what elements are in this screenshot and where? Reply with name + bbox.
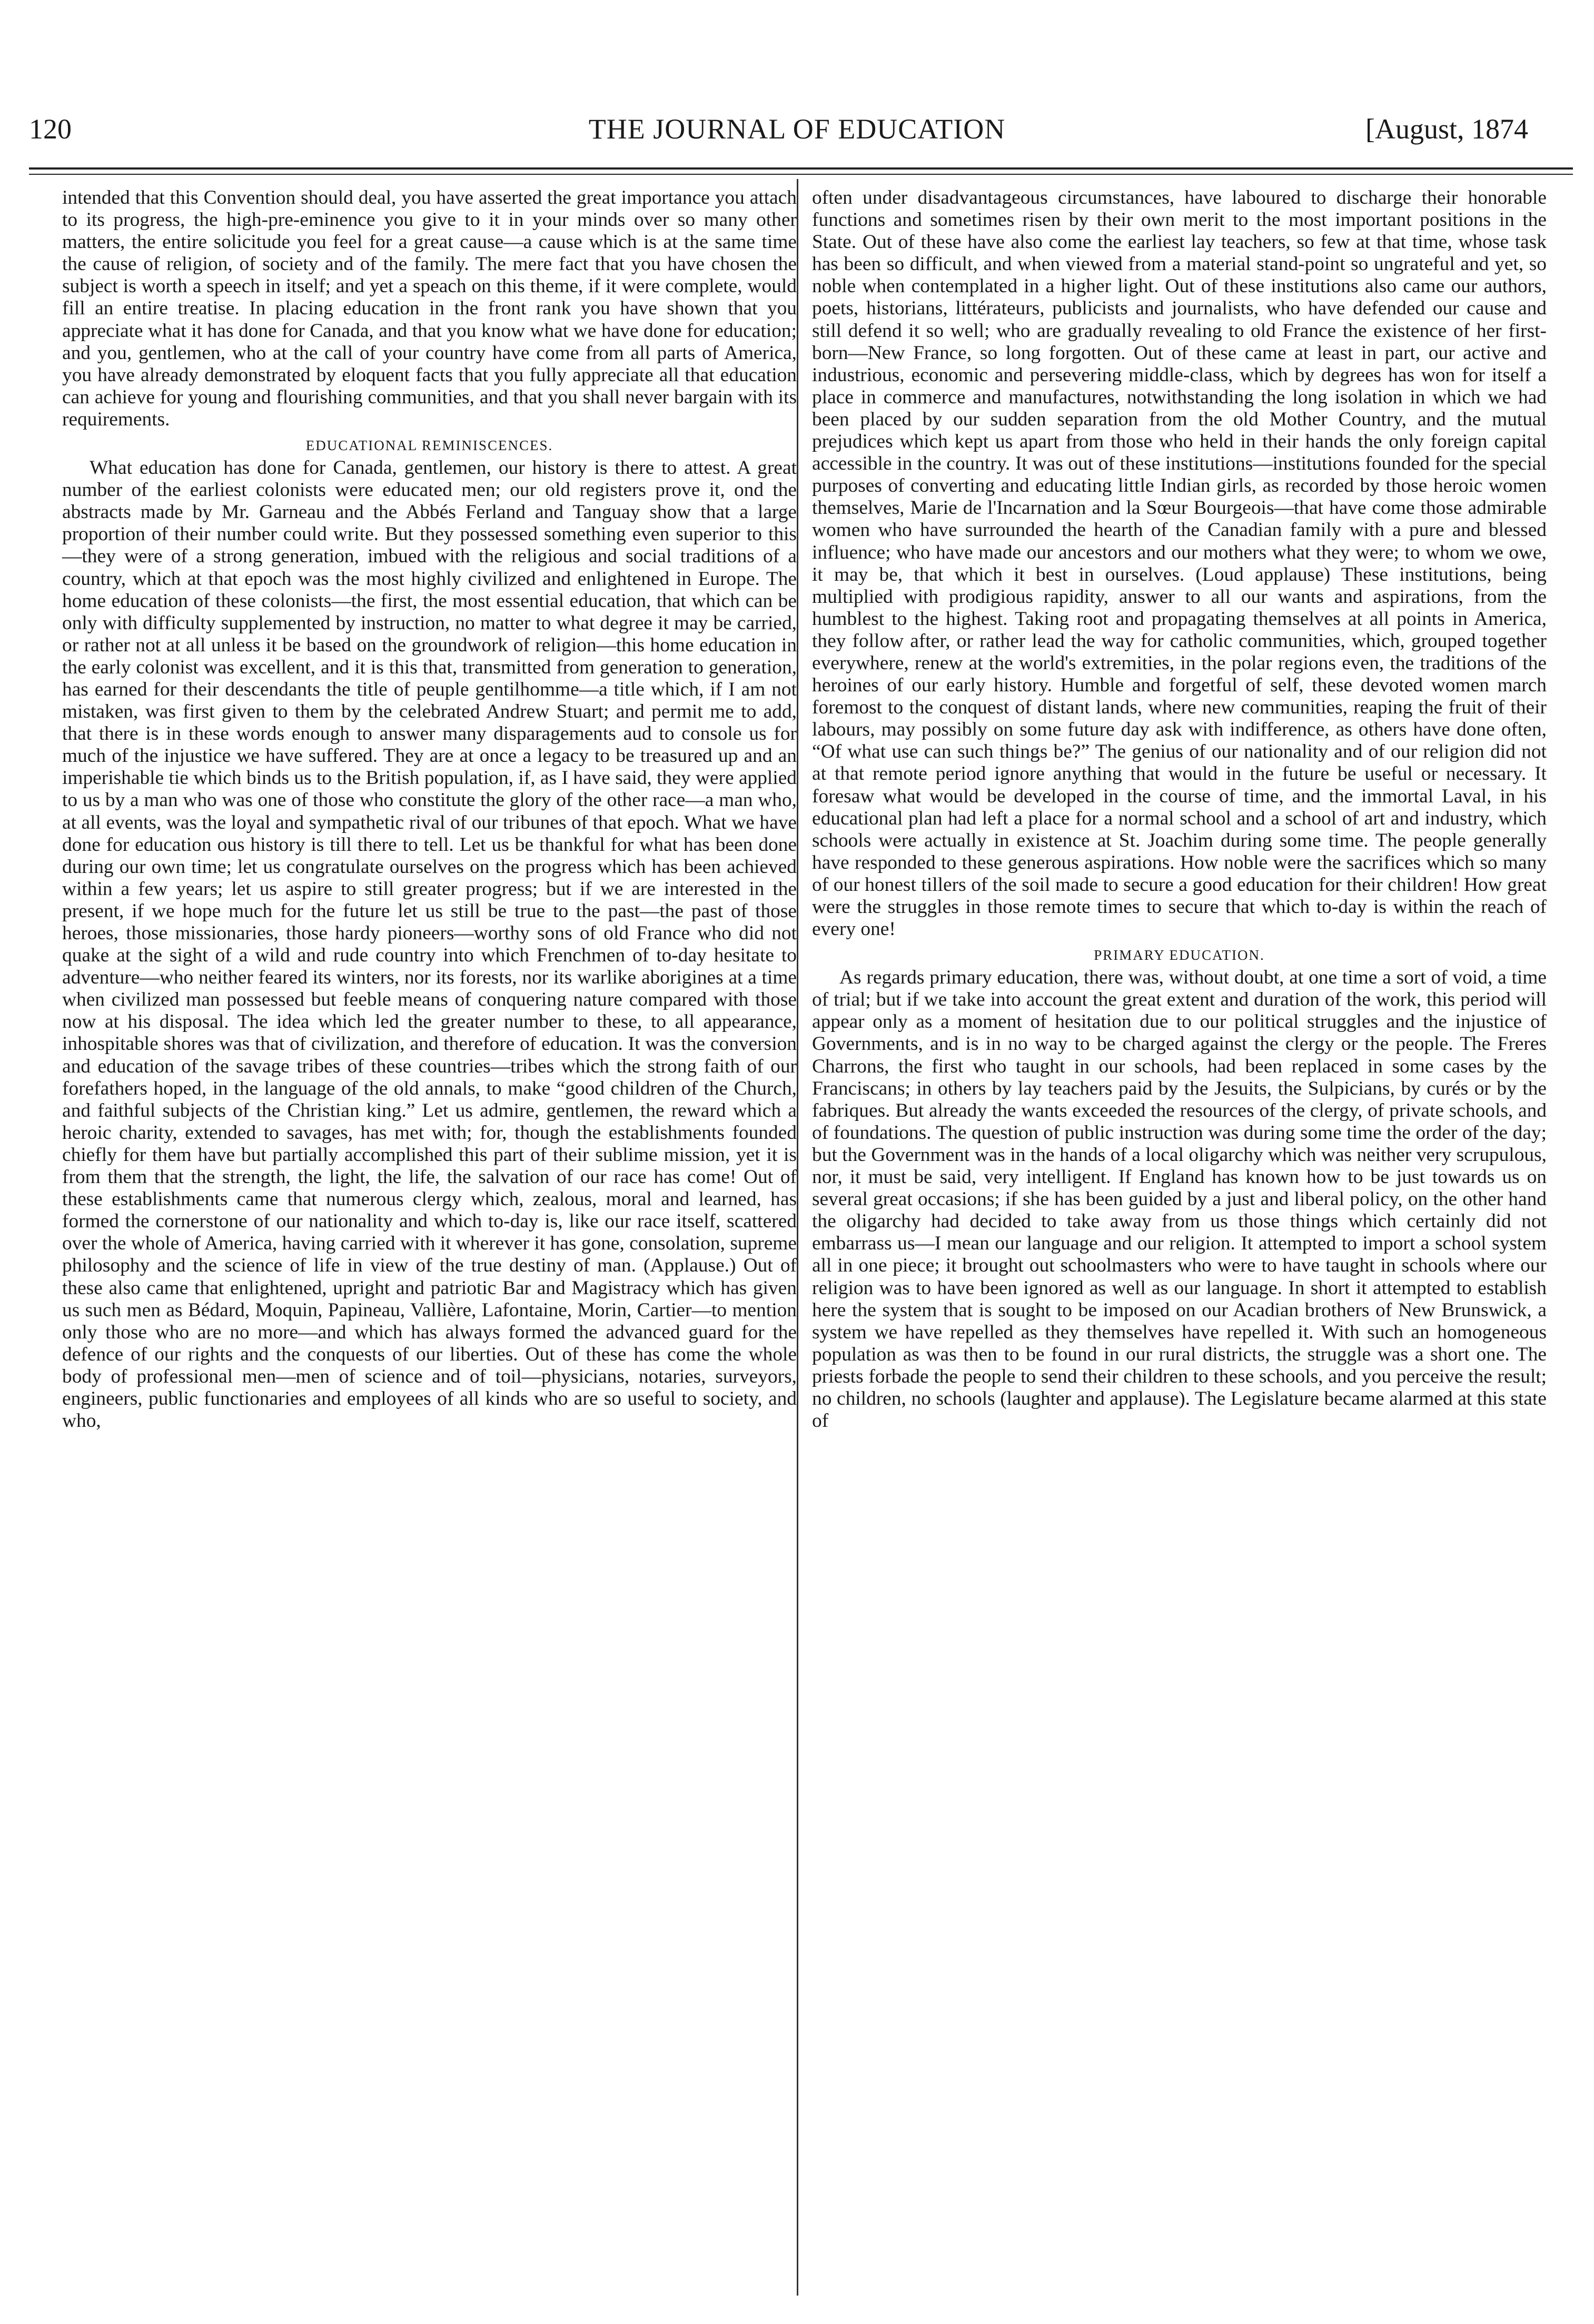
left-column	[62, 187, 797, 1432]
right-column	[812, 187, 1547, 1432]
header-rule-thick	[29, 167, 1573, 170]
section-heading: EDUCATIONAL REMINISCENCES.	[305, 438, 553, 454]
section-heading: PRIMARY EDUCATION.	[1094, 947, 1265, 964]
issue-date: [August, 1874	[1365, 113, 1528, 145]
paragraph: What education has done for Canada, gentlemen, our history is there to attest. A great number of the earliest colonists were educated men; our old registers prove it, ond the abstracts made by Mr. Garneau and the Abbés Ferland and Tanguay show that a large proportion of their number could write. But they possessed something even superior to this—they were of a strong generation, imbued with the religious and social traditions of a country, which at that epoch was the most highly civilized and enlightened in Europe. The home education of these colonists—the first, the most essential education, that which can be only with difficulty supplemented by instruction, no matter to what degree it may be carried, or rather not at all unless it be based on the groundwork of religion—this home education in the early colonist was excellent, and it is this that, transmitted from generation to generation, has earned for their descendants the title of peuple gentilhomme—a title which, if I am not mistaken, was first given to them by the celebrated Andrew Stuart; and permit me to add, that there is in these words enough to answer many disparagements aud to console us for much of the injustice we have suffered. They are at once a legacy to be treasured up and an imperishable tie which binds us to the British population, if, as I have said, they were applied to us by a man who was one of those who constitute the glory of the other race—a man who, at all events, was the loyal and sympathetic rival of our tribunes of that epoch. What we have done for education ous history is till there to tell. Let us be thankful for what has been done during our own time; let us congratulate ourselves on the progress which has been achieved within a few years; let us aspire to still greater progress; but if we are interested in the present, if we hope much for the future let us still be true to the past—the past of those heroes, those missionaries, those hardy pioneers—worthy sons of old France who did not quake at the sight of a wild and rude country into which Frenchmen of to-day hesitate to adventure—who neither feared its winters, nor its forests, nor its warlike aborigines at a time when civilized man possessed but feeble means of conquering nature compared with those now at his disposal. The idea which led the greater number to these, to all appearance, inhospitable shores was that of civilization, and therefore of education. It was the conversion and education of the savage tribes of these countries—tribes which the strong faith of our forefathers hoped, in the language of the old annals, to make “good children of the Church, and faithful subjects of the Christian king.” Let us admire, gentlemen, the reward which a heroic charity, extended to savages, has met with; for, though the establishments founded chiefly for them have but partially accomplished this part of their sublime mission, yet it is from them that the strength, the light, the life, the salvation of our race has come! Out of these establishments came that numerous clergy which, zealous, moral and learned, has formed the cornerstone of our nationality and which to-day is, like our race itself, scattered over the whole of America, having carried with it wherever it has gone, consolation, supreme philosophy and the science of life in view of the true destiny of man. (Applause.) Out of these also came that enlightened, upright and patriotic Bar and Magistracy which has given us such men as Bédard, Moquin, Papineau, Vallière, Lafontaine, Morin, Cartier—to mention only those who are no more—and which has always formed the advanced guard for the defence of our rights and the conquests of our liberties. Out of these has come the whole body of professional men—men of science and of toil—physicians, notaries, surveyors, engineers, public functionaries and employees of all kinds who are so useful to society, and who,	[62, 457, 797, 1432]
journal-title: THE JOURNAL OF EDUCATION	[588, 113, 1006, 145]
page-number: 120	[29, 113, 72, 145]
header-rule-thin	[29, 174, 1573, 175]
paragraph: often under disadvantageous circumstances, have laboured to discharge their honorable functions and sometimes risen by their own merit to the most important positions in the State. Out of these have also come the earliest lay teachers, so few at that time, whose task has been so difficult, and when viewed from a material stand-point so ungrateful and yet, so noble when contemplated in a higher light. Out of these institutions also came our authors, poets, historians, littérateurs, publicists and journalists, who have defended our cause and still defend it so well; who are gradually revealing to old France the existence of her first-born—New France, so long forgotten. Out of these came at least in part, our active and industrious, economic and persevering middle-class, which by degrees has won for itself a place in commerce and manufactures, notwithstanding the long isolation in which we had been placed by our sudden separation from the old Mother Country, and the mutual prejudices which kept us apart from those who held in their hands the only foreign capital accessible in the country. It was out of these institutions—institutions founded for the special purposes of converting and educating little Indian girls, as recorded by those heroic women themselves, Marie de l'Incarnation and la Sœur Bourgeois—that have come those admirable women who have surrounded the hearth of the Canadian family with a pure and blessed influence; who have made our ancestors and our mothers what they were; to whom we owe, it may be, that which it best in ourselves. (Loud applause) These institutions, being multiplied with prodigious rapidity, answer to all our wants and aspirations, from the humblest to the highest. Taking root and propagating themselves at all points in America, they follow after, or rather lead the way for catholic communities, which, grouped together everywhere, renew at the world's extremities, in the polar regions even, the traditions of the heroines of our early history. Humble and forgetful of self, these devoted women march foremost to the conquest of distant lands, where new communities, reaping the fruit of their labours, may possibly on some future day ask with indifference, as others have done often, “Of what use can such things be?” The genius of our nationality and of our religion did not at that remote period ignore anything that would in the future be useful or necessary. It foresaw what would be developed in the course of time, and the immortal Laval, in his educational plan had left a place for a normal school and a school of art and industry, which schools were actually in existence at St. Joachim during some time. The people generally have responded to these generous aspirations. How noble were the sacrifices which so many of our honest tillers of the soil made to secure a good education for their children! How great were the struggles in those remote times to secure that which to-day is within the reach of every one!	[812, 187, 1547, 940]
column-divider	[797, 179, 798, 2296]
paragraph: intended that this Convention should deal, you have asserted the great importance you attach to its progress, the high-pre-eminence you give to it in your minds over so many other matters, the entire solicitude you feel for a great cause—a cause which is at the same time the cause of religion, of society and of the family. The mere fact that you have chosen the subject is worth a speech in itself; and yet a speach on this theme, if it were complete, would fill an entire treatise. In placing education in the front rank you have shown that you appreciate what it has done for Canada, and that you know what we have done for education; and you, gentlemen, who at the call of your country have come from all parts of America, you have already demonstrated by eloquent facts that you fully appreciate all that education can achieve for young and flourishing communities, and that you shall never bargain with its requirements.	[62, 187, 797, 430]
paragraph: As regards primary education, there was, without doubt, at one time a sort of void, a time of trial; but if we take into account the great extent and duration of the work, this period will appear only as a moment of hesitation due to our political struggles and the injustice of Governments, and is in no way to be charged against the clergy or the people. The Freres Charrons, the first who taught in our schools, had been replaced in some cases by the Franciscans; in others by lay teachers paid by the Jesuits, the Sulpicians, by curés or by the fabriques. But already the wants exceeded the resources of the clergy, of private schools, and of foundations. The question of public instruction was during some time the order of the day; but the Government was in the hands of a local oligarchy which was neither very scrupulous, nor, it must be said, very intelligent. If England has known how to be just towards us on several great occasions; if she has been guided by a just and liberal policy, on the other hand the oligarchy had decided to take away from us those things which certainly did not embarrass us—I mean our language and our religion. It attempted to import a school system all in one piece; it brought out schoolmasters who were to have taught in schools where our religion was to have been ignored as well as our language. In short it attempted to establish here the system that is sought to be imposed on our Acadian brothers of New Brunswick, a system we have repelled as they themselves have repelled it. With such an homogeneous population as was then to be found in our rural districts, the struggle was a short one. The priests forbade the people to send their children to these schools, and you perceive the result; no children, no schools (laughter and applause). The Legislature became alarmed at this state of	[812, 967, 1547, 1432]
running-header	[29, 108, 1565, 150]
